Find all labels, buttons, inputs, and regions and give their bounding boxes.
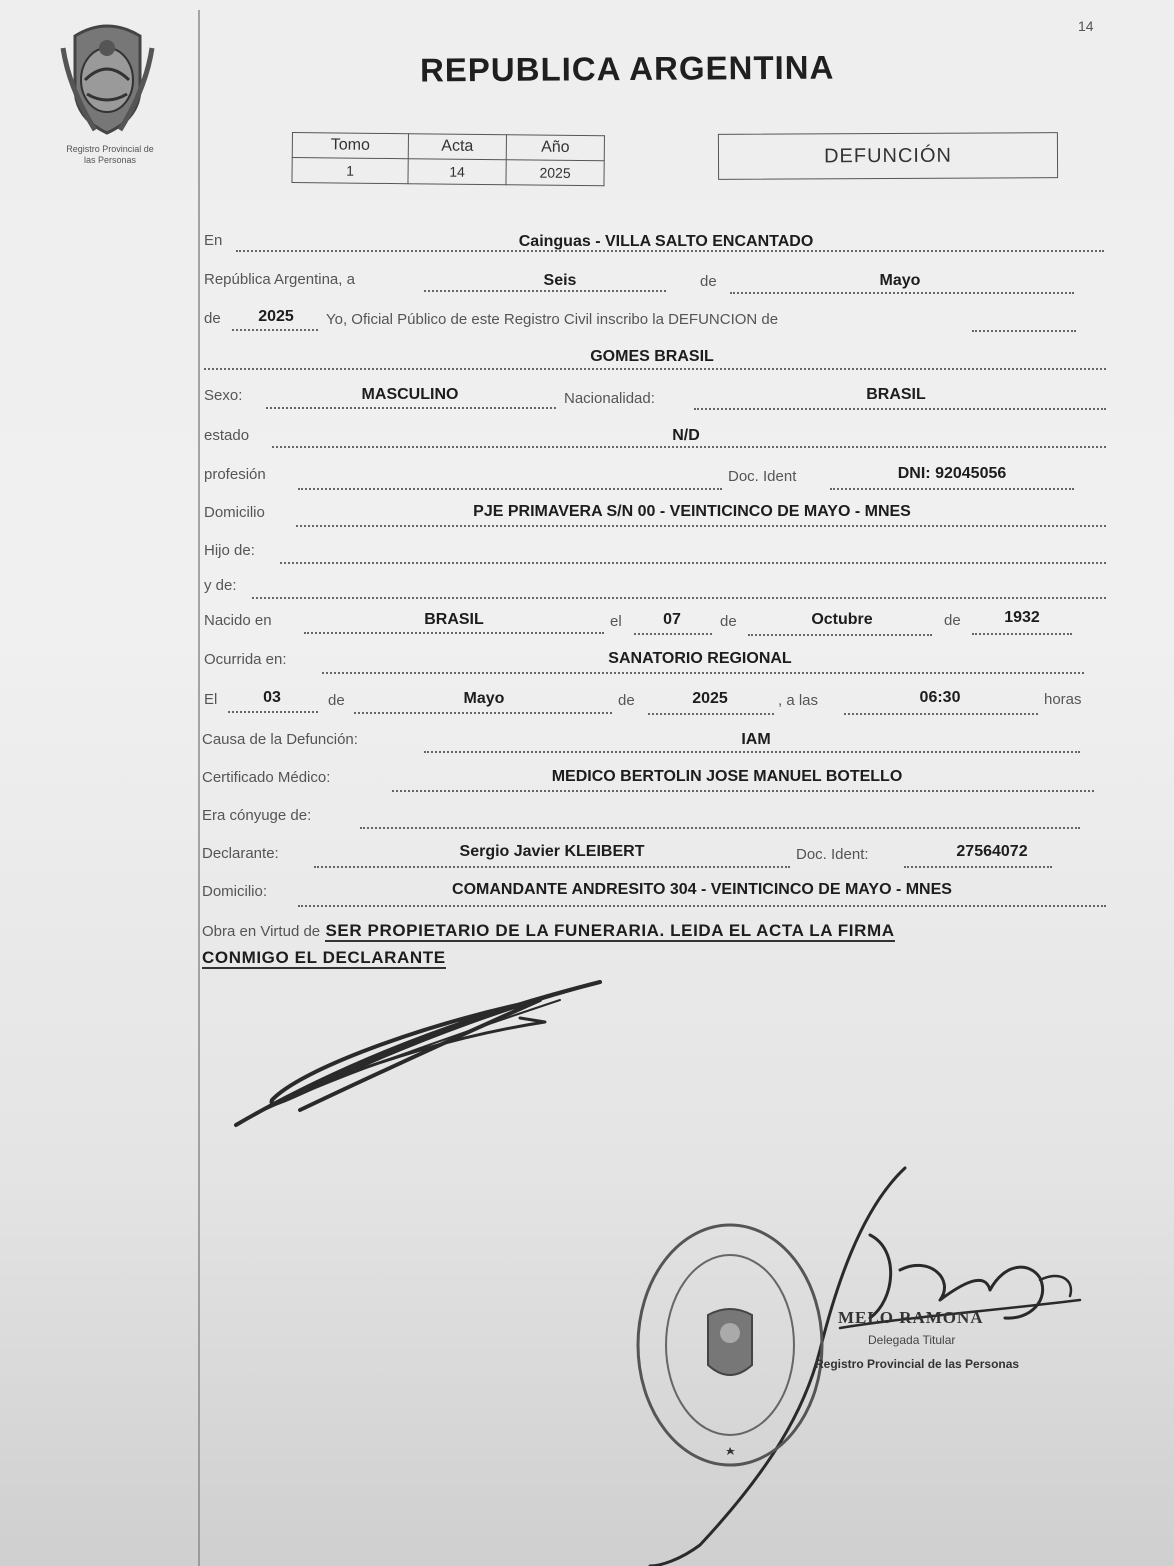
sexo-value: MASCULINO <box>361 386 459 403</box>
label-yo: Yo, Oficial Público de este Registro Civil inscribo la DEFUNCION de <box>326 311 779 328</box>
nacimiento-mes-value: Octubre <box>811 611 873 628</box>
label-estado: estado <box>204 427 250 444</box>
registry-seal-icon <box>630 1215 830 1475</box>
logo-caption-line1: Registro Provincial de <box>66 144 154 154</box>
nacionalidad-value: BRASIL <box>866 386 926 403</box>
label-nacionalidad: Nacionalidad: <box>564 390 655 407</box>
estado-value: N/D <box>672 427 700 444</box>
causa-value: IAM <box>741 731 771 748</box>
label-certificado: Certificado Médico: <box>202 769 331 786</box>
label-de: de <box>700 273 717 290</box>
label-a-las: , a las <box>778 692 819 709</box>
label-nacido-en: Nacido en <box>204 612 272 629</box>
label-conyuge: Era cónyuge de: <box>202 807 312 824</box>
label-profesion: profesión <box>204 466 266 483</box>
declarante-doc-value: 27564072 <box>956 843 1028 860</box>
nacido-en-value: BRASIL <box>424 611 484 628</box>
registro-mes-value: Mayo <box>879 272 921 289</box>
label-y-de: y de: <box>204 577 237 594</box>
label-sexo: Sexo: <box>204 387 243 404</box>
label-domicilio: Domicilio <box>204 504 265 521</box>
label-ocurrida-en: Ocurrida en: <box>204 651 287 668</box>
label-de-nac-anio: de <box>944 612 961 629</box>
domicilio-value: PJE PRIMAVERA S/N 00 - VEINTICINCO DE MAYO - MNES <box>473 503 911 520</box>
anio-header: Año <box>506 135 604 161</box>
declarante-domicilio-value: COMANDANTE ANDRESITO 304 - VEINTICINCO DE MAYO - MNES <box>452 881 952 898</box>
label-de-def-mes: de <box>328 692 345 709</box>
label-causa: Causa de la Defunción: <box>202 731 358 748</box>
document-type-box: DEFUNCIÓN <box>718 132 1058 180</box>
declarante-value: Sergio Javier KLEIBERT <box>459 843 645 860</box>
certificado-value: MEDICO BERTOLIN JOSE MANUEL BOTELLO <box>551 768 903 785</box>
label-el: el <box>610 613 622 630</box>
nombre-value: GOMES BRASIL <box>590 348 714 365</box>
defuncion-anio-value: 2025 <box>692 690 728 707</box>
label-doc-ident-declarante: Doc. Ident: <box>796 846 869 863</box>
official-name: MELO RAMONA <box>838 1308 984 1327</box>
acta-value: 14 <box>408 159 506 185</box>
obra-line1-value: SER PROPIETARIO DE LA FUNERARIA. LEIDA EL ACTA LA FIRMA <box>325 921 895 940</box>
official-role: Delegada Titular <box>868 1333 956 1347</box>
label-obra: Obra en Virtud de <box>202 923 321 940</box>
documento-value: DNI: 92045056 <box>897 465 1007 482</box>
tomo-value: 1 <box>292 158 408 184</box>
document-title: REPUBLICA ARGENTINA <box>419 48 835 89</box>
tomo-header: Tomo <box>292 133 408 159</box>
label-doc-ident: Doc. Ident <box>728 468 797 485</box>
defuncion-mes-value: Mayo <box>463 690 505 707</box>
label-de-anio: de <box>204 310 221 327</box>
obra-line2-value: CONMIGO EL DECLARANTE <box>202 948 446 967</box>
official-organization: Registro Provincial de las Personas <box>815 1357 1020 1371</box>
anio-value: 2025 <box>506 160 604 186</box>
defuncion-hora-value: 06:30 <box>919 689 961 706</box>
registro-dia-value: Seis <box>543 272 577 289</box>
page-number: 14 <box>1078 18 1094 34</box>
label-en: En <box>204 232 223 249</box>
acta-header: Acta <box>408 134 506 160</box>
label-declarante: Declarante: <box>202 845 279 862</box>
label-republica: República Argentina, a <box>204 271 355 288</box>
label-el-cap: El <box>204 691 218 708</box>
registro-anio-value: 2025 <box>258 308 294 325</box>
label-horas: horas <box>1044 691 1082 708</box>
logo-caption-line2: las Personas <box>83 155 137 165</box>
label-domicilio-declarante: Domicilio: <box>202 883 268 900</box>
label-de-nac-mes: de <box>720 613 737 630</box>
nacimiento-anio-value: 1932 <box>1004 609 1040 626</box>
lugar-value: Cainguas - VILLA SALTO ENCANTADO <box>518 233 814 250</box>
declarant-signature <box>236 982 600 1125</box>
ocurrida-en-value: SANATORIO REGIONAL <box>608 650 792 667</box>
defuncion-dia-value: 03 <box>263 689 281 706</box>
label-hijo-de: Hijo de: <box>204 542 255 559</box>
label-de-def-anio: de <box>618 692 635 709</box>
nacimiento-dia-value: 07 <box>663 611 681 628</box>
